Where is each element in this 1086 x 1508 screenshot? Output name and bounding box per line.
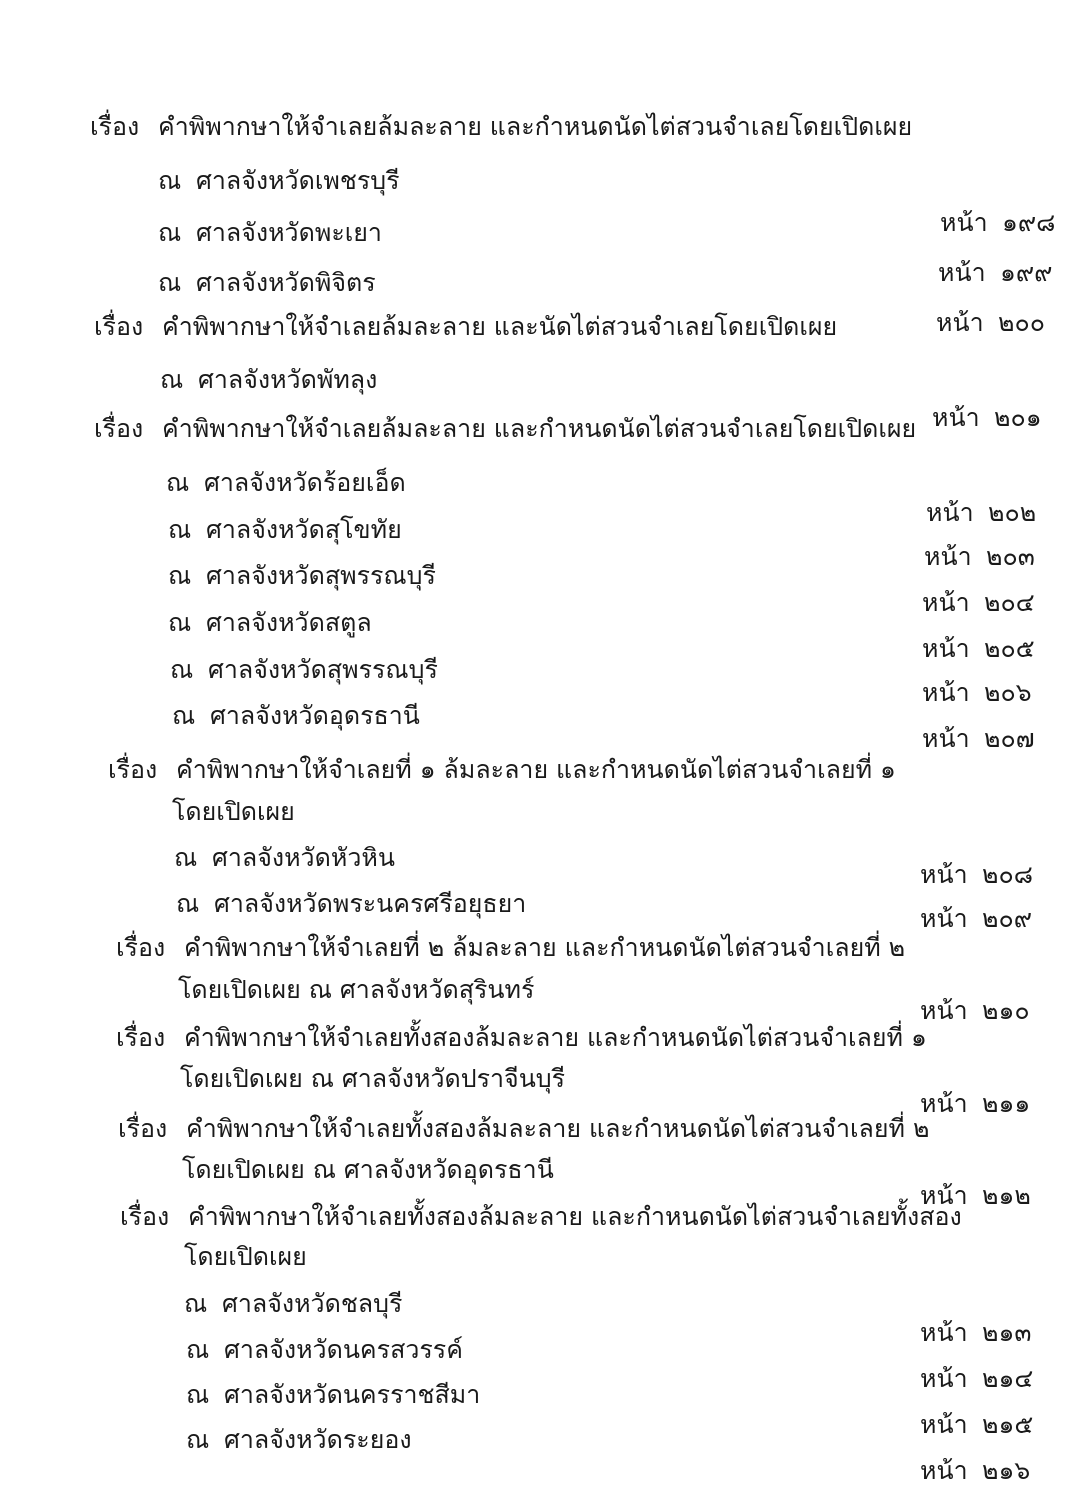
- heading-line: [118, 1114, 929, 1144]
- heading-line: [94, 414, 916, 444]
- entry-text: โดยเปิดเผย ณ ศาลจังหวัดปราจีนบุรี: [180, 1064, 566, 1093]
- entry-text: ศาลจังหวัดนครราชสีมา: [224, 1380, 481, 1409]
- heading-keyword: เรื่อง: [90, 112, 140, 141]
- page-reference: [920, 904, 1032, 934]
- entry-text: ศาลจังหวัดพิจิตร: [196, 268, 376, 297]
- continuation-line: [172, 797, 295, 827]
- page-label: หน้า: [936, 308, 984, 337]
- heading-keyword: เรื่อง: [120, 1202, 170, 1231]
- court-line: [174, 843, 395, 873]
- entry-text: โดยเปิดเผย ณ ศาลจังหวัดอุดรธานี: [182, 1155, 554, 1184]
- page-number: ๒๑๕: [982, 1410, 1034, 1439]
- court-keyword: ณ: [168, 561, 192, 590]
- court-line: [170, 655, 438, 685]
- page-label: หน้า: [920, 1318, 968, 1347]
- court-keyword: ณ: [176, 889, 200, 918]
- page-reference: [922, 724, 1035, 754]
- entry-text: ศาลจังหวัดพระนครศรีอยุธยา: [214, 889, 527, 918]
- page-reference: [920, 1089, 1030, 1119]
- page-number: ๒๐๖: [984, 678, 1032, 707]
- page-reference: [920, 1456, 1030, 1486]
- court-line: [158, 218, 382, 248]
- entry-text: ศาลจังหวัดหัวหิน: [212, 843, 395, 872]
- heading-line: [116, 933, 905, 963]
- page-reference: [940, 208, 1055, 238]
- entry-text: ศาลจังหวัดร้อยเอ็ด: [204, 468, 406, 497]
- page-reference: [920, 996, 1030, 1026]
- entry-text: โดยเปิดเผย ณ ศาลจังหวัดสุรินทร์: [178, 975, 535, 1004]
- entry-text: คำพิพากษาให้จำเลยล้มละลาย และกำหนดนัดไต่สวนจำเลยโดยเปิดเผย: [162, 414, 917, 443]
- court-line: [186, 1425, 412, 1455]
- entry-text: คำพิพากษาให้จำเลยทั้งสองล้มละลาย และกำหนดนัดไต่สวนจำเลยทั้งสอง: [188, 1202, 962, 1231]
- heading-line: [116, 1023, 927, 1053]
- page-reference: [924, 542, 1035, 572]
- entry-text: ศาลจังหวัดระยอง: [224, 1425, 412, 1454]
- page-number: ๒๑๑: [982, 1089, 1031, 1118]
- court-line: [168, 515, 402, 545]
- court-line: [158, 268, 376, 298]
- page-label: หน้า: [920, 1089, 968, 1118]
- page-number: ๒๐๐: [998, 308, 1045, 337]
- entry-text: ศาลจังหวัดสตูล: [206, 608, 372, 637]
- entry-text: คำพิพากษาให้จำเลยทั้งสองล้มละลาย และกำหนดนัดไต่สวนจำเลยที่ ๑: [184, 1023, 927, 1052]
- page-number: ๒๐๗: [984, 724, 1035, 753]
- page-number: ๑๙๘: [1002, 208, 1056, 237]
- page-reference: [920, 1318, 1031, 1348]
- court-line: [186, 1380, 480, 1410]
- court-line: [168, 561, 436, 591]
- court-keyword: ณ: [186, 1335, 210, 1364]
- page-reference: [920, 1364, 1033, 1394]
- page-number: ๒๐๙: [982, 904, 1033, 933]
- page-number: ๒๑๓: [982, 1318, 1032, 1347]
- court-line: [176, 889, 526, 919]
- court-line: [158, 166, 400, 196]
- page-number: ๒๐๔: [984, 588, 1035, 617]
- entry-text: คำพิพากษาให้จำเลยที่ ๒ ล้มละลาย และกำหนดนัดไต่สวนจำเลยที่ ๒: [184, 933, 906, 962]
- heading-keyword: เรื่อง: [116, 1023, 166, 1052]
- page-number: ๒๐๑: [994, 403, 1042, 432]
- heading-keyword: เรื่อง: [116, 933, 166, 962]
- continuation-line: [178, 975, 534, 1005]
- heading-line: [120, 1202, 962, 1232]
- page-reference: [922, 634, 1035, 664]
- heading-keyword: เรื่อง: [108, 755, 158, 784]
- page-reference: [920, 1410, 1033, 1440]
- page-number: ๒๑๐: [982, 996, 1030, 1025]
- court-line: [184, 1289, 402, 1319]
- page-reference: [920, 1181, 1031, 1211]
- page-number: ๑๙๙: [1000, 258, 1053, 287]
- heading-line: [90, 112, 912, 142]
- page-number: ๒๐๘: [982, 860, 1034, 889]
- heading-keyword: เรื่อง: [94, 312, 144, 341]
- court-keyword: ณ: [158, 166, 182, 195]
- page-label: หน้า: [922, 634, 970, 663]
- entry-text: ศาลจังหวัดพะเยา: [196, 218, 382, 247]
- page-label: หน้า: [922, 678, 970, 707]
- page-number: ๒๑๖: [982, 1456, 1031, 1485]
- page-reference: [938, 258, 1053, 288]
- page-number: ๒๐๕: [984, 634, 1035, 663]
- continuation-line: [182, 1155, 554, 1185]
- page-label: หน้า: [938, 258, 986, 287]
- page-label: หน้า: [924, 542, 972, 571]
- court-keyword: ณ: [158, 218, 182, 247]
- court-keyword: ณ: [166, 468, 190, 497]
- court-line: [186, 1335, 463, 1365]
- court-keyword: ณ: [168, 515, 192, 544]
- page-reference: [922, 678, 1032, 708]
- entry-text: โดยเปิดเผย: [172, 797, 295, 826]
- page-reference: [936, 308, 1045, 338]
- page-label: หน้า: [920, 860, 968, 889]
- page-reference: [926, 498, 1036, 528]
- court-keyword: ณ: [158, 268, 182, 297]
- page-label: หน้า: [920, 996, 968, 1025]
- court-keyword: ณ: [184, 1289, 208, 1318]
- page-label: หน้า: [920, 1456, 968, 1485]
- entry-text: ศาลจังหวัดสุพรรณบุรี: [208, 655, 438, 684]
- entry-text: ศาลจังหวัดอุดรธานี: [210, 701, 420, 730]
- page-reference: [922, 588, 1035, 618]
- court-line: [168, 608, 372, 638]
- page-number: ๒๐๓: [986, 542, 1035, 571]
- entry-text: คำพิพากษาให้จำเลยล้มละลาย และนัดไต่สวนจำเลยโดยเปิดเผย: [162, 312, 838, 341]
- heading-line: [94, 312, 837, 342]
- page-reference: [920, 860, 1033, 890]
- page-number: ๒๑๒: [982, 1181, 1031, 1210]
- court-keyword: ณ: [168, 608, 192, 637]
- entry-text: ศาลจังหวัดสุพรรณบุรี: [206, 561, 436, 590]
- entry-text: คำพิพากษาให้จำเลยล้มละลาย และกำหนดนัดไต่สวนจำเลยโดยเปิดเผย: [158, 112, 913, 141]
- court-line: [166, 468, 406, 498]
- entry-text: ศาลจังหวัดชลบุรี: [222, 1289, 403, 1318]
- court-keyword: ณ: [160, 365, 184, 394]
- continuation-line: [180, 1064, 565, 1094]
- page-number: ๒๑๔: [982, 1364, 1034, 1393]
- entry-text: ศาลจังหวัดนครสวรรค์: [224, 1335, 463, 1364]
- court-keyword: ณ: [186, 1380, 210, 1409]
- page-label: หน้า: [920, 1181, 968, 1210]
- page-label: หน้า: [920, 1364, 968, 1393]
- page-label: หน้า: [922, 588, 970, 617]
- heading-keyword: เรื่อง: [94, 414, 144, 443]
- page-number: ๒๐๒: [988, 498, 1037, 527]
- page-label: หน้า: [926, 498, 974, 527]
- entry-text: โดยเปิดเผย: [184, 1242, 307, 1271]
- heading-line: [108, 755, 896, 785]
- page-label: หน้า: [920, 904, 968, 933]
- entry-text: คำพิพากษาให้จำเลยที่ ๑ ล้มละลาย และกำหนดนัดไต่สวนจำเลยที่ ๑: [176, 755, 896, 784]
- page-label: หน้า: [920, 1410, 968, 1439]
- court-keyword: ณ: [186, 1425, 210, 1454]
- page-label: หน้า: [932, 403, 980, 432]
- entry-text: ศาลจังหวัดสุโขทัย: [206, 515, 402, 544]
- page-label: หน้า: [940, 208, 988, 237]
- page-label: หน้า: [922, 724, 970, 753]
- court-keyword: ณ: [174, 843, 198, 872]
- entry-text: คำพิพากษาให้จำเลยทั้งสองล้มละลาย และกำหนดนัดไต่สวนจำเลยที่ ๒: [186, 1114, 930, 1143]
- court-line: [160, 365, 377, 395]
- continuation-line: [184, 1242, 307, 1272]
- page-reference: [932, 403, 1042, 433]
- entry-text: ศาลจังหวัดพัทลุง: [198, 365, 378, 394]
- court-line: [172, 701, 420, 731]
- court-keyword: ณ: [170, 655, 194, 684]
- heading-keyword: เรื่อง: [118, 1114, 168, 1143]
- entry-text: ศาลจังหวัดเพชรบุรี: [196, 166, 400, 195]
- court-keyword: ณ: [172, 701, 196, 730]
